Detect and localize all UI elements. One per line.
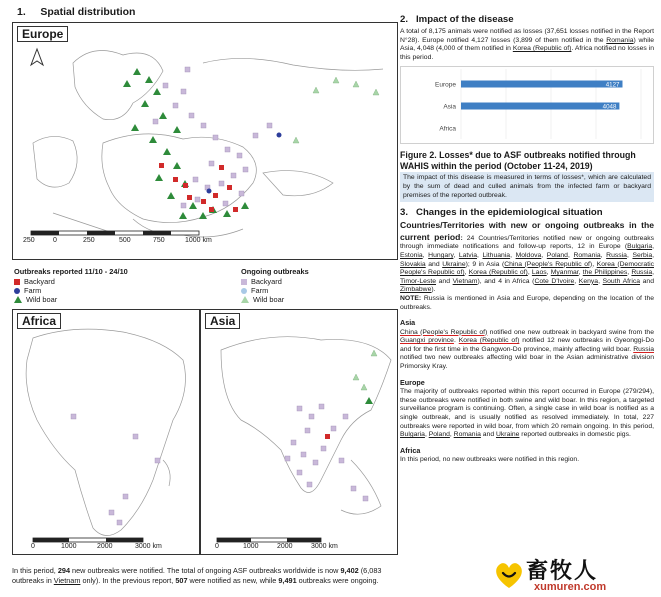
wild-boar-ongoing-triangle-icon — [241, 296, 249, 303]
scale-label: 500 — [119, 237, 131, 244]
country-link[interactable]: Russia — [631, 269, 653, 277]
asia-map — [200, 309, 398, 555]
country-link[interactable]: Poland — [546, 251, 568, 259]
asia-scale-bar — [217, 538, 321, 542]
country-link[interactable]: Timor-Leste — [400, 277, 437, 285]
chart-category-label: Asia — [443, 103, 456, 111]
legend-wild-boar: Wild boar — [26, 295, 58, 304]
country-link[interactable]: Ukraine — [442, 260, 466, 268]
chart-data-label: 4048 — [602, 103, 617, 111]
legend-reported-title: Outbreaks reported 11/10 - 24/10 — [14, 267, 128, 276]
farm-ongoing-circle-icon — [241, 288, 247, 294]
europe-scale-labels — [23, 237, 243, 247]
scale-label: 0 — [215, 543, 219, 550]
africa-country-list: Cote D'Ivoire, Kenya, South Africa and Zimbabwe — [400, 277, 654, 294]
country-link[interactable]: Serbia — [632, 251, 653, 259]
section-2-heading: 2. Impact of the disease — [400, 14, 514, 25]
europe-map — [12, 22, 398, 260]
chart-data-label: 4127 — [605, 81, 620, 89]
logo-url-text: xumuren.com — [534, 581, 607, 593]
section-3-heading: 3. Changes in the epidemiological situation — [400, 207, 603, 219]
country-link[interactable]: Myanmar — [550, 269, 579, 277]
country-link[interactable]: Romania — [573, 251, 601, 259]
legend-farm-ongoing: Farm — [251, 286, 269, 295]
section-number: 1. — [17, 6, 26, 18]
country-link[interactable]: Russia — [606, 251, 627, 259]
figure-2-caption: Figure 2. Losses* due to ASF outbreaks notified through WAHIS within the period (October 11-24, 2019) — [400, 150, 636, 171]
countries-paragraph: Countries/Territories with new or ongoing outbreaks in the current period: 24 Countries/Territories notified new or ongoing outbreaks through immediate notifications and follow-up reports, 12 in Europe (Bulgaria, Estonia, Hungary, Latvia, Lithuania, Moldova, Poland, Romania, Russia, Serbia, Slovakia and Ukraine); 9 in Asia (China (People's Republic of), Korea (Democratic People's Republic of), Korea (Republic of), Laos, Myanmar, the Philippines, Russia, Timor-Leste and Vietnam), and 4 in Africa (Cote D'Ivoire, Kenya, South Africa and Zimbabwe). NOTE: Russia is mentioned in Asia and Europe, depending on the location of the outbreaks. — [400, 220, 655, 311]
legend-backyard: Backyard — [24, 277, 55, 286]
korea-republic-link-2[interactable]: Korea (Republic of) — [458, 337, 520, 345]
country-link[interactable]: South Africa — [602, 277, 641, 285]
chart-bar — [461, 103, 619, 110]
xumuren-logo — [490, 554, 658, 594]
africa-map-canvas — [13, 310, 200, 555]
country-link[interactable]: Zimbabwe — [400, 286, 432, 294]
africa-map-label: Africa — [17, 313, 61, 329]
chart-category-label: Africa — [439, 125, 456, 133]
country-link[interactable]: Lithuania — [482, 251, 511, 259]
legend-wild-boar-ongoing: Wild boar — [253, 295, 285, 304]
bulgaria-link[interactable]: Bulgaria — [400, 431, 425, 439]
scale-label: 1000 — [61, 543, 77, 550]
losses-chart-canvas — [401, 67, 653, 143]
chart-bar — [461, 81, 622, 88]
legend-backyard-ongoing: Backyard — [251, 277, 282, 286]
country-link[interactable]: Moldova — [515, 251, 542, 259]
scale-label: 1000 — [243, 543, 259, 550]
farm-circle-icon — [14, 288, 20, 294]
heart-logo-icon — [492, 558, 526, 592]
russia-link[interactable]: Russia — [633, 345, 654, 353]
wild-boar-triangle-icon — [14, 296, 22, 303]
scale-label: 3000 km — [135, 543, 162, 550]
section-title-text: Spatial distribution — [40, 6, 136, 18]
section-1-title — [17, 6, 135, 18]
previous-ongoing-count: 9,491 — [278, 576, 297, 585]
africa-scale-labels — [31, 543, 200, 553]
china-link[interactable]: China (People's Republic of) — [400, 328, 488, 336]
legend-ongoing-title: Ongoing outbreaks — [241, 267, 309, 276]
country-link[interactable]: Estonia — [400, 251, 423, 259]
korea-republic-link[interactable]: Korea (Republic of) — [512, 45, 572, 53]
africa-scale-bar — [33, 538, 143, 542]
asia-map-canvas — [201, 310, 398, 555]
country-link[interactable]: Korea (Republic of) — [468, 269, 528, 277]
scale-label: 1000 km — [185, 237, 212, 244]
africa-map — [12, 309, 200, 555]
legend-ongoing — [241, 267, 309, 304]
europe-map-label: Europe — [17, 26, 68, 42]
europe-heading: Europe — [400, 377, 425, 387]
ukraine-link[interactable]: Ukraine — [496, 431, 520, 439]
logo-chinese-text: 畜牧人 — [526, 559, 599, 584]
previous-new-count: 507 — [175, 576, 188, 585]
country-link[interactable]: Cote D'Ivoire — [534, 277, 575, 285]
scale-label: 0 — [53, 237, 57, 244]
asia-map-label: Asia — [205, 313, 240, 329]
asia-heading: Asia — [400, 318, 416, 328]
total-ongoing-count: 9,402 — [340, 566, 359, 575]
backyard-ongoing-square-icon — [241, 279, 247, 285]
romania-link-2[interactable]: Romania — [453, 431, 481, 439]
europe-paragraph: The majority of outbreaks reported within this report occurred in Europe (279/294), these outbreaks were notified in both swine and wild boar. In this region, a targeted surveillance program is continuing. Often, a single case in wild boar is notified as a single outbreak, and is usually notified as resolved immediately. In total, 227 outbreaks were reported in wild boar, from which 20 remain ongoing. In this period, Bulgaria, Poland, Romania and Ukraine reported outbreaks in domestic pigs. — [400, 388, 654, 439]
chart-category-label: Europe — [435, 81, 456, 89]
asia-paragraph: China (People's Republic of) notified one new outbreak in backyard swine from the Guangxi province. Korea (Republic of) notified 12 new outbreaks in Gyeonggi-Do and for the first time in the Gangwon-Do province, mainly affecting wild boar. Russia notified two new outbreaks affecting wild boar in the Asian administrative division Primorsky Kray. — [400, 328, 655, 371]
map-legend — [12, 267, 397, 305]
africa-paragraph: In this period, no new outbreaks were notified in this region. — [400, 456, 580, 464]
country-link[interactable]: Vietnam — [452, 277, 478, 285]
country-link[interactable]: Hungary — [428, 251, 454, 259]
asia-scale-labels — [215, 543, 395, 553]
impact-paragraph: A total of 8,175 animals were notified as losses (37,651 losses notified in the Report N°28). Europe notified 4,127 losses (3,899 of them notified in the Romania) while Asia, 4,048 (4,000 of them notified in Korea (Republic of). Africa notified no losses in this period. — [400, 28, 654, 61]
poland-link[interactable]: Poland — [428, 431, 450, 439]
scale-label: 2000 — [277, 543, 293, 550]
asia-country-list: China (People's Republic of), Korea (Democratic People's Republic of), Korea (Republic of), Laos, Myanmar, the Philippines, Russia, Timor-Leste and Vietnam — [400, 260, 655, 285]
right-column — [400, 14, 654, 465]
europe-country-list: Bulgaria, Estonia, Hungary, Latvia, Lithuania, Moldova, Poland, Romania, Russia, Serbia, Slovakia and Ukraine — [400, 243, 654, 268]
europe-scale-bar — [31, 231, 199, 235]
left-footer-paragraph: In this period, 294 new outbreaks were notified. The total of ongoing ASF outbreaks worldwide is now 9,402 (6,083 outbreaks in Vietnam only). In the previous report, 507 were notified as new, while 9,491 outbreaks were ongoing. — [12, 566, 382, 585]
country-link[interactable]: Bulgaria — [627, 243, 653, 251]
romania-link[interactable]: Romania — [606, 36, 634, 44]
country-link[interactable]: Laos — [531, 269, 547, 277]
new-outbreaks-count: 294 — [57, 566, 71, 575]
scale-label: 3000 km — [311, 543, 338, 550]
country-link[interactable]: the Philippines — [582, 269, 628, 277]
country-link[interactable]: Korea (Democratic People's Republic of) — [400, 260, 654, 277]
losses-bar-chart — [400, 66, 654, 144]
europe-map-canvas — [13, 23, 398, 260]
country-link[interactable]: Latvia — [458, 251, 477, 259]
scale-label: 2000 — [97, 543, 113, 550]
note-label: NOTE: — [400, 294, 422, 302]
vietnam-link[interactable]: Vietnam — [53, 576, 81, 585]
scale-label: 750 — [153, 237, 165, 244]
scale-label: 0 — [31, 543, 35, 550]
country-link[interactable]: Slovakia — [400, 260, 426, 268]
scale-label: 250 — [83, 237, 95, 244]
legend-farm: Farm — [24, 286, 42, 295]
country-link[interactable]: Kenya — [578, 277, 599, 285]
legend-reported — [14, 267, 128, 304]
country-link[interactable]: China (People's Republic of) — [504, 260, 593, 268]
africa-heading: Africa — [400, 445, 421, 455]
figure-2-note: The impact of this disease is measured in terms of losses*, which are calculated by the sum of dead and culled animals from the infected farm or backyard premises of the reported outbreak. — [400, 172, 654, 202]
scale-label: 250 — [23, 237, 35, 244]
guangxi-link[interactable]: Guangxi province — [400, 337, 454, 345]
countries-subtitle: Countries/Territories with new or ongoing outbreaks in the current period — [400, 220, 654, 242]
backyard-square-icon — [14, 279, 20, 285]
